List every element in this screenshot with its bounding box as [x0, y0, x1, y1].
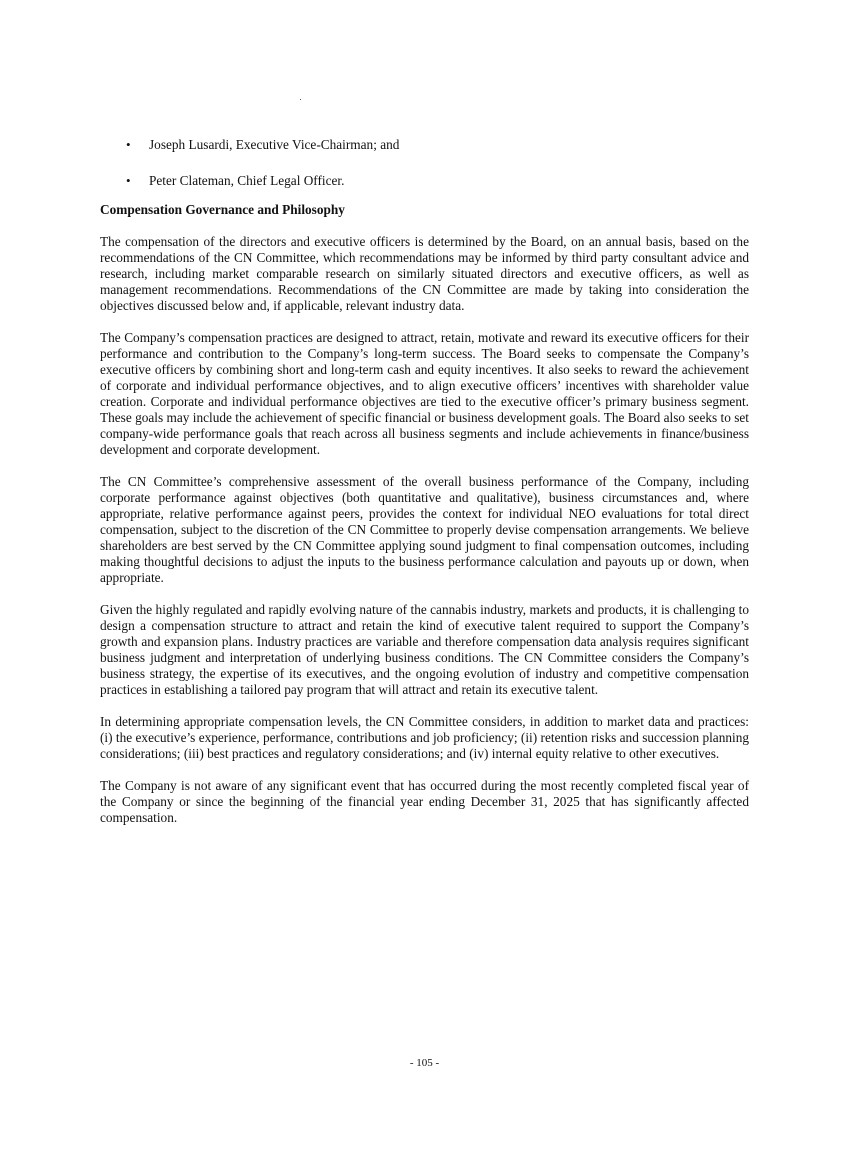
stray-mark — [300, 99, 301, 100]
section-heading: Compensation Governance and Philosophy — [100, 202, 345, 217]
bullet-text: Peter Clateman, Chief Legal Officer. — [149, 173, 345, 188]
paragraph-events: The Company is not aware of any significant event that has occurred during the most recently completed fiscal year of the Company or since the beginning of the financial year ending December 31, 2025 that has significantly affected compensation. — [100, 778, 749, 825]
bullet-text: Joseph Lusardi, Executive Vice-Chairman; and — [149, 137, 400, 152]
paragraph-levels: In determining appropriate compensation levels, the CN Committee considers, in addition to market data and practices: (i) the executive’s experience, performance, contributions and job proficiency; (ii) retention risks and succession planning considerations; (iii) best practices and regulatory considerations; and (iv) internal equity relative to other executives. — [100, 714, 749, 761]
bullet-icon: • — [126, 173, 131, 188]
paragraph-governance: The compensation of the directors and executive officers is determined by the Board, on an annual basis, based on the recommendations of the CN Committee, which recommendations may be informed by third party consultant advice and research, including market comparable research on similarly situated directors and executive officers, as well as management recommendations. Recommendations of the CN Committee are made by taking into consideration the objectives discussed below and, if applicable, relevant industry data. — [100, 234, 749, 313]
bullet-item-clateman — [100, 173, 749, 189]
page-number: - 105 - — [409, 1057, 440, 1069]
bullet-icon: • — [126, 137, 131, 152]
paragraph-practices: The Company’s compensation practices are designed to attract, retain, motivate and reward its executive officers for their performance and contribution to the Company’s long-term success. The Board seeks to compensate the Company’s executive officers by combining short and long-term cash and equity incentives. It also seeks to reward the achievement of corporate and individual performance objectives, and to align executive officers’ incentives with shareholder value creation. Corporate and individual performance objectives are tied to the executive officer’s primary business segment. These goals may include the achievement of specific financial or business development goals. The Board also seeks to set company-wide performance goals that reach across all business segments and include achievements in finance/business development and corporate development. — [100, 330, 749, 457]
bullet-item-lusardi — [100, 137, 749, 153]
paragraph-assessment: The CN Committee’s comprehensive assessment of the overall business performance of the Company, including corporate performance against objectives (both quantitative and qualitative), business circumstances and, where appropriate, relative performance against peers, provides the context for individual NEO evaluations for total direct compensation, subject to the discretion of the CN Committee to properly devise compensation arrangements. We believe shareholders are best served by the CN Committee applying sound judgment to final compensation outcomes, including making thoughtful decisions to adjust the inputs to the business performance calculation and payouts up or down, when appropriate. — [100, 474, 749, 585]
officer-bullet-list — [100, 137, 749, 189]
paragraph-industry: Given the highly regulated and rapidly evolving nature of the cannabis industry, markets and products, it is challenging to design a compensation structure to attract and retain the kind of executive talent required to support the Company’s growth and expansion plans. Industry practices are variable and therefore compensation data analysis requires significant business judgment and interpretation of underlying business conditions. The CN Committee considers the Company’s business strategy, the expertise of its executives, and the ongoing evolution of industry and competitive compensation practices in establishing a tailored pay program that will attract and retain its executive talent. — [100, 602, 749, 697]
document-page — [100, 137, 749, 842]
